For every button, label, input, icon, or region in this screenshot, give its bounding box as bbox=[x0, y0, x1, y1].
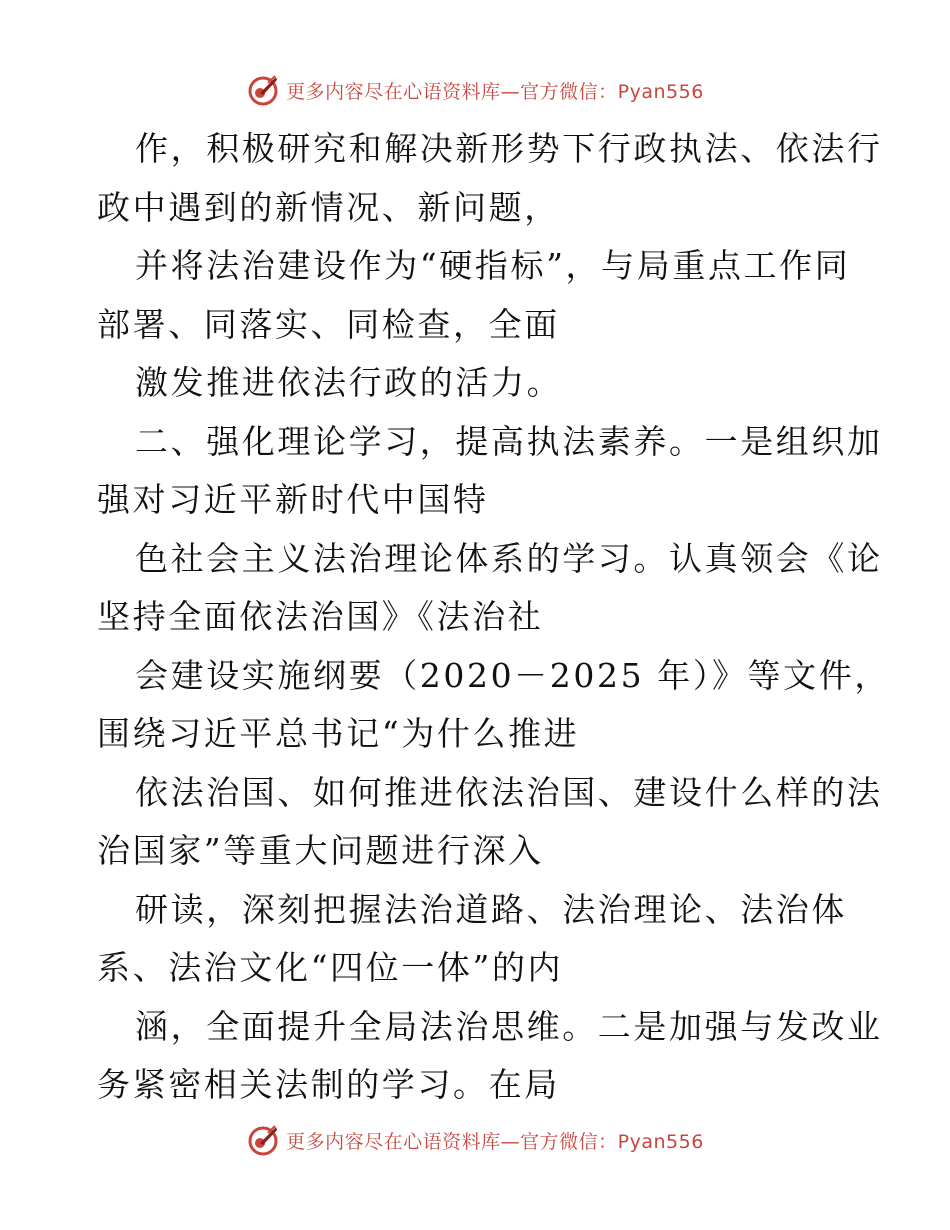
watermark-text bbox=[286, 1127, 704, 1154]
text-line: 系、法治文化“四位一体”的内 bbox=[97, 948, 564, 987]
footer-watermark bbox=[0, 1120, 950, 1160]
quill-pen-logo-icon bbox=[246, 73, 280, 107]
watermark-contact: 官方微信：Pyan556 bbox=[520, 80, 704, 103]
text-line: 依法治国、如何推进依法治国、建设什么样的法 bbox=[135, 772, 883, 812]
text-line: 强对习近平新时代中国特 bbox=[97, 480, 489, 519]
watermark-text bbox=[286, 77, 704, 104]
text-line: 围绕习近平总书记“为什么推进 bbox=[97, 714, 580, 753]
watermark-brand: 更多内容尽在心语资料库 bbox=[286, 1130, 501, 1153]
watermark-brand: 更多内容尽在心语资料库 bbox=[286, 80, 501, 103]
text-line: 二、强化理论学习，提高执法素养。一是组织加 bbox=[135, 421, 883, 461]
text-line: 色社会主义法治理论体系的学习。认真领会《论 bbox=[135, 538, 883, 578]
watermark-contact: 官方微信：Pyan556 bbox=[520, 1130, 704, 1153]
watermark-separator: — bbox=[500, 80, 521, 103]
text-line: 坚持全面依法治国》《法治社 bbox=[97, 597, 544, 636]
text-line: 政中遇到的新情况、新问题， bbox=[97, 187, 560, 227]
text-line: 作，积极研究和解决新形势下行政执法、依法行 bbox=[135, 129, 883, 168]
text-line: 激发推进依法行政的活力。 bbox=[135, 363, 563, 402]
text-line: 部署、同落实、同检查，全面 bbox=[97, 304, 560, 344]
text-line: 会建设实施纲要（2020－2025 年）》等文件， bbox=[135, 655, 890, 695]
text-line: 并将法治建设作为“硬指标”，与局重点工作同 bbox=[135, 246, 851, 285]
text-line: 务紧密相关法制的学习。在局 bbox=[97, 1065, 560, 1104]
watermark-separator: — bbox=[500, 1130, 521, 1153]
text-line: 治国家”等重大问题进行深入 bbox=[97, 831, 544, 870]
header-watermark bbox=[0, 70, 950, 110]
text-line: 研读，深刻把握法治道路、法治理论、法治体 bbox=[135, 889, 847, 929]
document-body bbox=[97, 120, 890, 1115]
text-line: 涵，全面提升全局法治思维。二是加强与发改业 bbox=[135, 1006, 883, 1046]
quill-pen-logo-icon bbox=[246, 1123, 280, 1157]
